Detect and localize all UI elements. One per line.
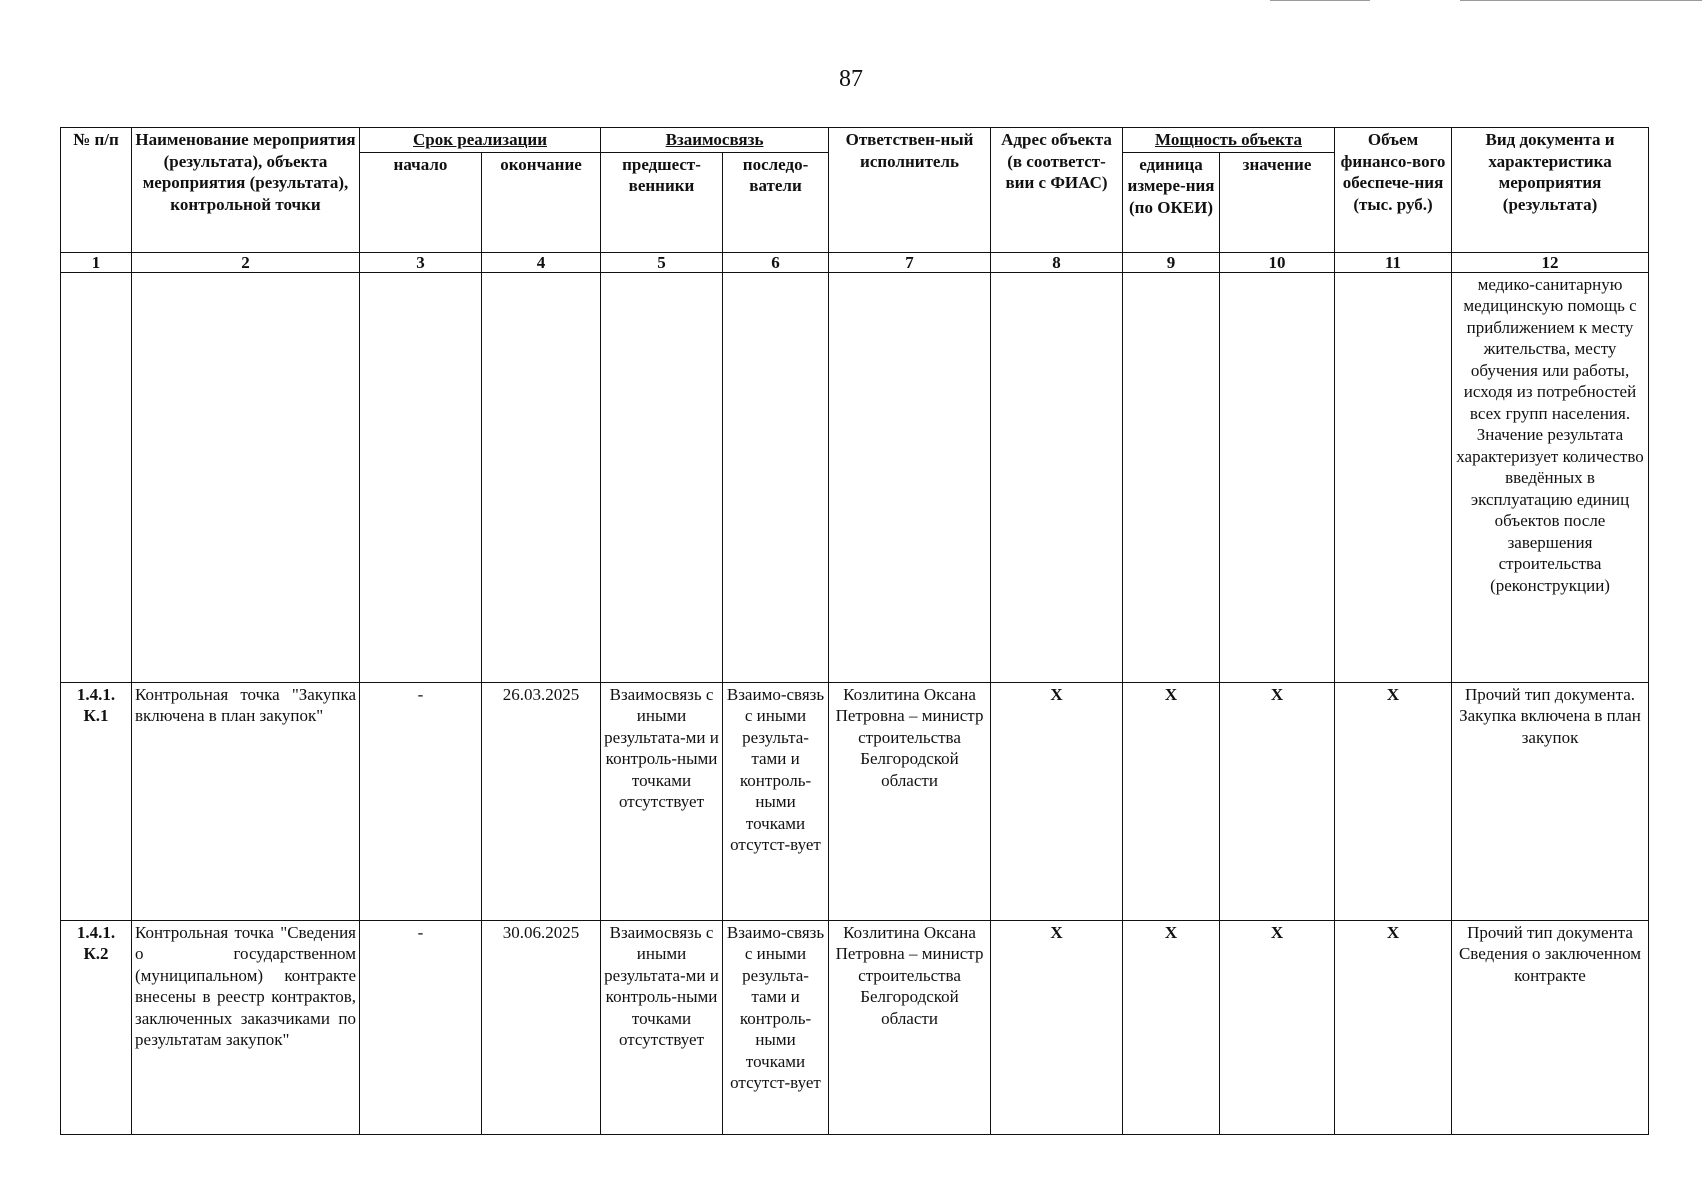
header-name-text: Наименование мероприятия (результата), объекта мероприятия (результата), контрольной точки	[135, 130, 356, 214]
header-predecessors: предшест-венники	[601, 152, 723, 252]
column-number: 4	[482, 252, 601, 272]
cell-start	[360, 272, 482, 682]
table-row	[61, 920, 1649, 1134]
cell-successors: Взаимо-связь с иными результа-тами и контроль-ными точками отсутст-вует	[723, 682, 829, 920]
cell-predecessors: Взаимосвязь с иными результата-ми и контроль-ными точками отсутствует	[601, 920, 723, 1134]
column-number: 5	[601, 252, 723, 272]
cell-financing: X	[1335, 920, 1452, 1134]
cell-successors: Взаимо-связь с иными результа-тами и контроль-ными точками отсутст-вует	[723, 920, 829, 1134]
measures-table	[60, 127, 1649, 1135]
column-number: 2	[132, 252, 360, 272]
cell-unit	[1123, 272, 1220, 682]
table-body	[61, 272, 1649, 1134]
header-successors: последо-ватели	[723, 152, 829, 252]
table-header	[61, 128, 1649, 273]
header-responsible: Ответствен-ный исполнитель	[829, 128, 991, 253]
header-address: Адрес объекта (в соответст-вии с ФИАС)	[991, 128, 1123, 253]
cell-predecessors: Взаимосвязь с иными результата-ми и контроль-ными точками отсутствует	[601, 682, 723, 920]
header-group-term-text: Срок реализации	[413, 130, 547, 149]
cell-name: Контрольная точка "Сведения о государственном (муниципальном) контракте внесены в реестр контрактов, заключенных заказчиками по результатам закупок"	[132, 920, 360, 1134]
cell-address: X	[991, 682, 1123, 920]
cell-value	[1220, 272, 1335, 682]
cell-responsible	[829, 272, 991, 682]
cell-financing	[1335, 272, 1452, 682]
cell-responsible: Козлитина Оксана Петровна – министр строительства Белгородской области	[829, 920, 991, 1134]
cell-number	[61, 272, 132, 682]
column-number: 9	[1123, 252, 1220, 272]
scan-artifact-line	[1460, 0, 1702, 1]
header-doc-type: Вид документа и характеристика мероприятия (результата)	[1452, 128, 1649, 253]
column-numbers-row	[61, 252, 1649, 272]
cell-value: X	[1220, 920, 1335, 1134]
column-number: 8	[991, 252, 1123, 272]
header-group-relation-text: Взаимосвязь	[665, 130, 764, 149]
cell-start: -	[360, 920, 482, 1134]
cell-unit: X	[1123, 682, 1220, 920]
cell-successors	[723, 272, 829, 682]
scan-artifact-line	[1270, 0, 1370, 1]
header-group-relation	[601, 128, 829, 153]
column-number: 12	[1452, 252, 1649, 272]
header-unit: единица измере-ния (по ОКЕИ)	[1123, 152, 1220, 252]
table-row	[61, 682, 1649, 920]
cell-number: 1.4.1. К.2	[61, 920, 132, 1134]
cell-end: 30.06.2025	[482, 920, 601, 1134]
header-group-term	[360, 128, 601, 153]
header-number: № п/п	[61, 128, 132, 253]
column-number: 3	[360, 252, 482, 272]
column-number: 6	[723, 252, 829, 272]
cell-unit: X	[1123, 920, 1220, 1134]
header-group-capacity-text: Мощность объекта	[1155, 130, 1303, 149]
cell-doc-type: медико-санитарную медицинскую помощь с приближением к месту жительства, месту обучения или работы, исходя из потребностей всех групп населения. Значение результата характеризует количество введённых в эксплуатацию единиц объектов после завершения строительства (реконструкции)	[1452, 272, 1649, 682]
cell-end: 26.03.2025	[482, 682, 601, 920]
column-number: 1	[61, 252, 132, 272]
header-start: начало	[360, 152, 482, 252]
cell-address: X	[991, 920, 1123, 1134]
column-number: 10	[1220, 252, 1335, 272]
cell-financing: X	[1335, 682, 1452, 920]
cell-responsible: Козлитина Оксана Петровна – министр строительства Белгородской области	[829, 682, 991, 920]
cell-doc-type: Прочий тип документа Сведения о заключенном контракте	[1452, 920, 1649, 1134]
header-end: окончание	[482, 152, 601, 252]
header-name	[132, 128, 360, 253]
column-number: 7	[829, 252, 991, 272]
header-financing: Объем финансо-вого обеспече-ния (тыс. руб.)	[1335, 128, 1452, 253]
cell-value: X	[1220, 682, 1335, 920]
cell-predecessors	[601, 272, 723, 682]
cell-end	[482, 272, 601, 682]
header-group-capacity	[1123, 128, 1335, 153]
cell-number: 1.4.1. К.1	[61, 682, 132, 920]
cell-address	[991, 272, 1123, 682]
header-value: значение	[1220, 152, 1335, 252]
cell-name: Контрольная точка "Закупка включена в план закупок"	[132, 682, 360, 920]
cell-name	[132, 272, 360, 682]
page-number: 87	[839, 66, 863, 92]
column-number: 11	[1335, 252, 1452, 272]
table-row-continuation	[61, 272, 1649, 682]
cell-doc-type: Прочий тип документа. Закупка включена в план закупок	[1452, 682, 1649, 920]
cell-start: -	[360, 682, 482, 920]
